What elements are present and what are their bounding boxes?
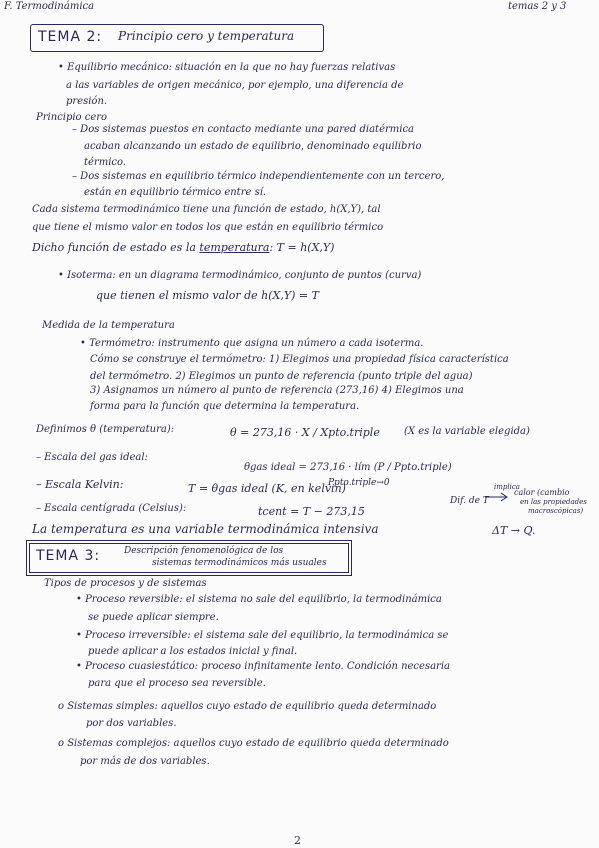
calor-note-3: macroscópicas) <box>528 507 584 515</box>
sistemas-simples-line-2: por dos variables. <box>86 718 177 729</box>
theta-note: (X es la variable elegida) <box>404 426 530 437</box>
funcion-line-3: Dicho función de estado es la temperatura: T = h(X,Y) <box>32 241 335 254</box>
medida-line-2: Cómo se construye el termómetro: 1) Elegimos una propiedad física característica <box>90 354 509 365</box>
implica-note: implica <box>494 483 520 491</box>
medida-line-4: 3) Asignamos un número al punto de referencia (273,16) 4) Elegimos una <box>90 385 464 396</box>
medida-line-1: • Termómetro: instrumento que asigna un número a cada isoterma. <box>80 338 424 349</box>
theta-formula: θ = 273,16 · X / Xpto.triple <box>230 426 380 439</box>
medida-title: Medida de la temperatura <box>42 320 175 331</box>
reversible-line-2: se puede aplicar siempre. <box>88 612 219 623</box>
irreversible-line-2: puede aplicar a los estados inicial y final. <box>88 646 298 657</box>
sistemas-complejos-line-1: o Sistemas complejos: aquellos cuyo estado de equilibrio queda determinado <box>58 738 449 749</box>
tipos-title: Tipos de procesos y de sistemas <box>44 578 207 589</box>
tema3-label: TEMA 3: <box>36 548 101 564</box>
principio-line-4: – Dos sistemas en equilibrio térmico independientemente con un tercero, <box>72 171 445 182</box>
dif-t: Dif. de T <box>450 496 489 506</box>
topics-note: temas 2 y 3 <box>508 1 567 12</box>
page-number: 2 <box>294 834 301 847</box>
definimos-label: Definimos θ (temperatura): <box>36 424 175 435</box>
isoterma-line-2: que tienen el mismo valor de h(X,Y) = T <box>96 289 319 302</box>
equilibrio-line-2: a las variables de origen mecánico, por ejemplo, una diferencia de <box>66 80 404 91</box>
kelvin-scale-formula: T = θgas ideal (K, en kelvin) <box>188 482 346 495</box>
principio-line-1: – Dos sistemas puestos en contacto mediante una pared diatérmica <box>72 124 415 135</box>
principio-line-2: acaban alcanzando un estado de equilibrio, denominado equilibrio <box>84 141 422 152</box>
tema3-title-1: Descripción fenomenológica de los <box>124 546 284 556</box>
cuasiestatico-line-1: • Proceso cuasiestático: proceso infinitamente lento. Condición necesaria <box>76 661 450 672</box>
course-title: F. Termodinámica <box>4 1 95 12</box>
calor-note-1: calor (cambio <box>514 488 570 497</box>
equilibrio-line-3: presión. <box>66 96 108 107</box>
irreversible-line-1: • Proceso irreversible: el sistema sale del equilibrio, la termodinámica se <box>76 630 449 641</box>
tema2-label: TEMA 2: <box>38 29 103 45</box>
calor-note-2: en las propiedades <box>520 498 587 506</box>
isoterma-line-1: • Isoterma: en un diagrama termodinámico, conjunto de puntos (curva) <box>58 270 422 281</box>
principio-line-3: térmico. <box>84 157 127 168</box>
principio-title: Principio cero <box>36 112 108 123</box>
equilibrio-line-1: • Equilibrio mecánico: situación en la que no hay fuerzas relativas <box>58 62 396 73</box>
medida-line-3: del termómetro. 2) Elegimos un punto de referencia (punto triple del agua) <box>90 371 473 382</box>
cuasiestatico-line-2: para que el proceso sea reversible. <box>88 678 266 689</box>
tema3-title-2: sistemas termodinámicos más usuales <box>152 558 327 568</box>
kelvin-scale-label: – Escala Kelvin: <box>36 478 124 491</box>
conclusion-text: La temperatura es una variable termodinámica intensiva <box>32 522 379 536</box>
sistemas-simples-line-1: o Sistemas simples: aquellos cuyo estado de equilibrio queda determinado <box>58 701 437 712</box>
gas-scale-formula: θgas ideal = 273,16 · lím (P / Ppto.triple) <box>244 462 452 473</box>
celsius-scale-formula: tcent = T − 273,15 <box>258 505 365 518</box>
conclusion-arrow: ΔT → Q. <box>492 524 536 537</box>
medida-line-5: forma para la función que determina la temperatura. <box>90 401 360 412</box>
gas-scale-limit: Ppto.triple→0 <box>328 478 390 488</box>
principio-line-5: están en equilibrio térmico entre sí. <box>84 187 267 198</box>
tema2-title: Principio cero y temperatura <box>118 29 295 43</box>
celsius-scale-label: – Escala centígrada (Celsius): <box>36 503 187 514</box>
gas-scale-label: – Escala del gas ideal: <box>36 452 148 463</box>
sistemas-complejos-line-2: por más de dos variables. <box>80 756 210 767</box>
implies-arrow-icon <box>484 492 510 502</box>
funcion-line-2: que tiene el mismo valor en todos los que están en equilibrio térmico <box>32 222 384 233</box>
reversible-line-1: • Proceso reversible: el sistema no sale del equilibrio, la termodinámica <box>76 594 442 605</box>
funcion-line-1: Cada sistema termodinámico tiene una función de estado, h(X,Y), tal <box>32 204 381 215</box>
